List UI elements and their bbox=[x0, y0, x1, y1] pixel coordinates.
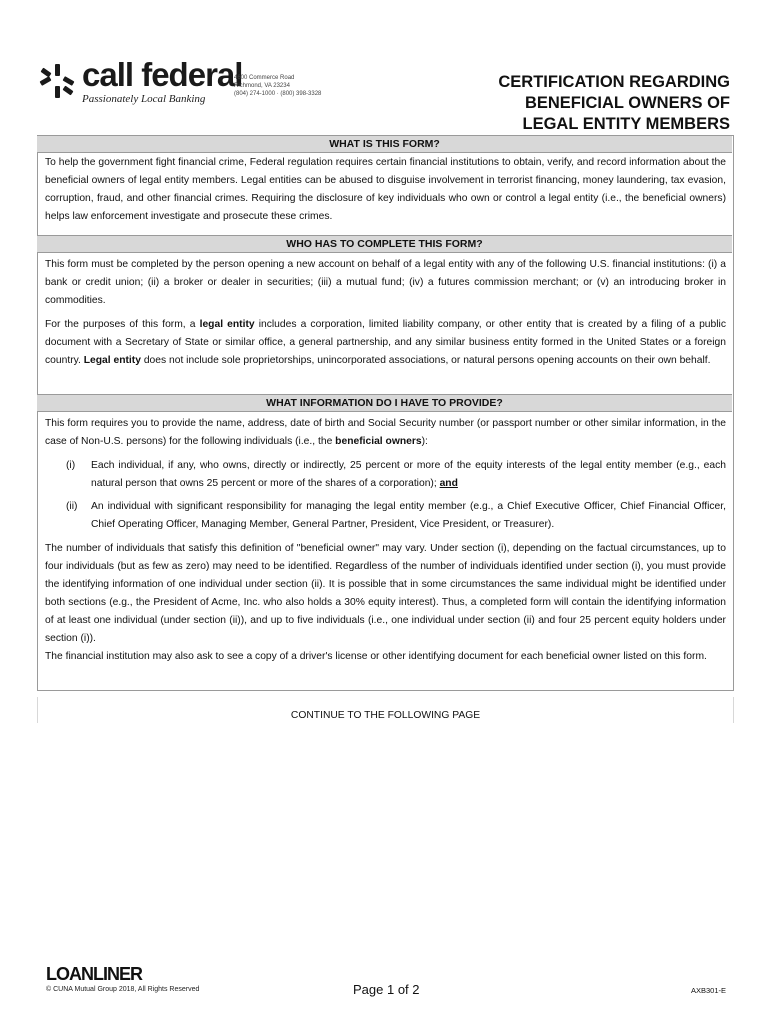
title-line: BENEFICIAL OWNERS OF bbox=[524, 94, 730, 112]
who-paragraph-1: This form must be completed by the person opening a new account on behalf of a legal entity with any of the following U.S. financial institutions: (i) a bank or credit union; (ii) a broker or dealer in securities; (iii) a mutual fund; (iv) a futures commission merchant; or (v) an introducing broker in commodities. bbox=[45, 259, 726, 306]
section-heading-who: WHO HAS TO COMPLETE THIS FORM? bbox=[37, 235, 732, 253]
who-paragraph-2: For the purposes of this form, a legal entity includes a corporation, limited liability company, or other entity that is created by a filing of a public document with a Secretary of State or similar office, a general partnership, and any similar business entity formed in the United States or a foreign country. Legal entity does not include sole proprietorships, unincorporated associations, or natural persons opening accounts on their own behalf. bbox=[45, 319, 726, 366]
loanliner-logo: LOANLINER bbox=[46, 964, 142, 984]
section-heading-info: WHAT INFORMATION DO I HAVE TO PROVIDE? bbox=[37, 394, 732, 412]
form-title bbox=[498, 72, 730, 135]
info-paragraph-1: This form requires you to provide the name, address, date of birth and Social Security number (or passport number or other similar information, in the case of Non-U.S. persons) for the following individuals (i.e., the beneficial owners): bbox=[45, 418, 726, 447]
continue-notice: CONTINUE TO THE FOLLOWING PAGE bbox=[37, 697, 734, 723]
asterisk-logo-icon bbox=[38, 62, 76, 100]
brand-tagline: Passionately Local Banking bbox=[82, 93, 206, 105]
term-legal-entity: Legal entity bbox=[83, 355, 141, 366]
title-line: LEGAL ENTITY MEMBERS bbox=[522, 115, 730, 133]
call-federal-logo bbox=[38, 56, 322, 112]
info-paragraph-3: The financial institution may also ask to see a copy of a driver's license or other identifying document for each beneficial owner listed on this form. bbox=[45, 651, 707, 662]
title-line: CERTIFICATION REGARDING bbox=[498, 73, 730, 91]
form-code: AXB301-E bbox=[690, 986, 726, 995]
brand-address bbox=[234, 74, 321, 98]
info-paragraph-2: The number of individuals that satisfy this definition of "beneficial owner" may vary. Under section (i), depending on the factual circumstances, up to four individuals (but as few as zero) may need to be identified. Regardless of the number of individuals identified under section (i), you must provide the identifying information of one individual under section (ii). It is possible that in some circumstances the same individual might be identified under both sections (e.g., the President of Acme, Inc. who also holds a 30% equity interest). Thus, a completed form will contain the identifying information of at least one individual (under section (ii)), and up to five individuals (i.e., one individual under section (ii) and four 25 percent equity holders under section (i)). bbox=[45, 543, 726, 644]
term-beneficial-owners: beneficial owners bbox=[335, 436, 422, 447]
brand-name: call federal bbox=[82, 56, 243, 93]
address-line: (804) 274-1000 · (800) 398-3328 bbox=[234, 91, 322, 97]
page-number: Page 1 of 2 bbox=[353, 982, 420, 997]
list-item-text: Each individual, if any, who owns, directly or indirectly, 25 percent or more of the equity interests of the legal entity member (e.g., each natural person that owns 25 percent or more of the shares of a corporation); and bbox=[91, 460, 726, 489]
address-line: 4600 Commerce Road bbox=[234, 75, 295, 81]
list-item-number: (ii) bbox=[66, 501, 78, 512]
section-heading-what: WHAT IS THIS FORM? bbox=[37, 135, 732, 153]
section-body-what: To help the government fight financial crime, Federal regulation requires certain financial institutions to obtain, verify, and record information about the beneficial owners of legal entity members. Legal entities can be abused to disguise involvement in terrorist financing, money laundering, tax evasion, corruption, fraud, and other financial crimes. Requiring the disclosure of key individuals who own or control a legal entity (i.e., the beneficial owners) helps law enforcement investigate and prosecute these crimes. bbox=[45, 157, 726, 222]
and-emphasis: and bbox=[439, 478, 458, 489]
list-item-number: (i) bbox=[66, 460, 76, 471]
list-item-text: An individual with significant responsibility for managing the legal entity member (e.g., a Chief Executive Officer, Chief Financial Officer, Chief Operating Officer, Managing Member, General Partner, President, Vice President, or Treasurer). bbox=[91, 501, 726, 530]
address-line: Richmond, VA 23234 bbox=[234, 83, 290, 89]
copyright: © CUNA Mutual Group 2018, All Rights Reserved bbox=[46, 986, 200, 993]
term-legal-entity: legal entity bbox=[199, 319, 255, 330]
